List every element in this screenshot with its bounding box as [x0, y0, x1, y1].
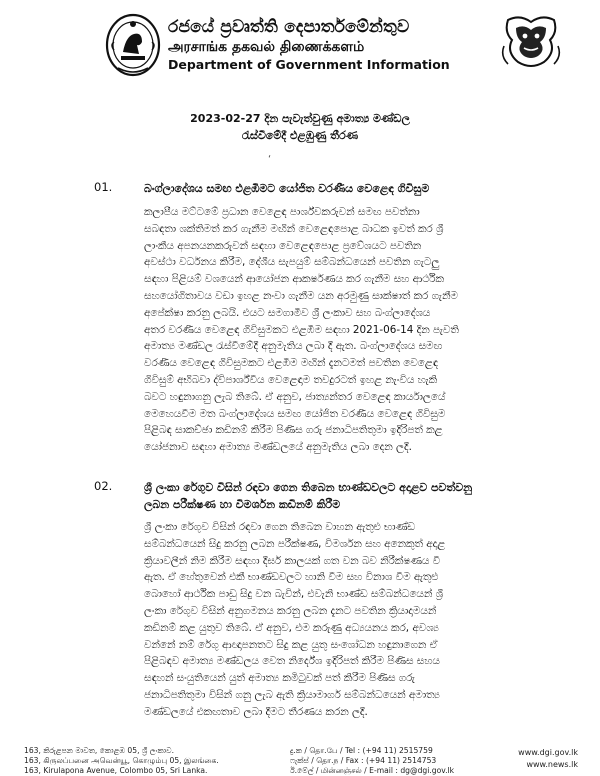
- item-title: [144, 479, 524, 513]
- body-line: බොහෝ ආර්ථික පාඩු සිදු වන බැවින්, එවැනි භාණ්ඩ සම්බන්ධයෙන් ශ්‍රී: [144, 588, 444, 601]
- document-title-line2: රැස්වීමේදී එළඹුණු තීරණ: [241, 129, 359, 142]
- website-link[interactable]: www.news.lk: [526, 760, 578, 769]
- item-body: [144, 519, 524, 721]
- stray-mark: ‘: [268, 154, 272, 165]
- contact-line: දු.ක / தொ.பே / Tel : (+94 11) 2515759: [290, 746, 433, 755]
- website-link[interactable]: www.dgi.gov.lk: [518, 748, 578, 757]
- footer-address: [24, 746, 219, 776]
- body-line: ඇත. ඒ හේතුවෙන් එකී භාණ්ඩවලට හානි වීම සහ විනාශ වීම ඇතුළු: [144, 571, 439, 584]
- sri-lanka-emblem-icon: [104, 12, 162, 78]
- body-line: කඩිනම් කළ යුතුව තිබේ. ඒ අනුව, එම කරුණු අධ්‍යයනය කර, අවශ්‍ය: [144, 621, 439, 634]
- body-line: වරණීය වෙළෙඳ ගිවිසුමකට එළඹීම මඟින් දැනටමත් පවතින වෙළෙඳ: [144, 357, 439, 370]
- item-title-line: ලබන පරීක්ෂණ හා විමර්ශන කඩිනම් කිරීම: [144, 498, 341, 511]
- body-line: සඳහා පිළියම් වශයෙන් ආයෝජන ආකර්ෂණය කර ගැනීම සහ ආර්ථික: [144, 273, 444, 286]
- body-line: කලාපීය මට්ටමේ ප්‍රධාන වෙළෙඳ පාර්ශ්වකරුවන් සමඟ පවත්නා: [144, 206, 420, 218]
- address-line: 163, கிருலப்பனை அவென்யூ, கொழும்பு 05, இலங்கை.: [24, 756, 219, 765]
- org-name-sinhala: රජයේ ප්‍රවෘත්ති දෙපාර්තමේන්තුව: [168, 17, 410, 37]
- body-line: ගිවිසුම් අභිබවා ද්විපාර්ශ්වීය වෙළෙඳාම තවදුරටත් ඉහළ නැංවිය හැකි: [144, 373, 438, 386]
- body-line: පිළිබඳ සාකච්ඡා කඩිනම් කිරීම පිණිස ගරු ජනාධිපතිතුමා ඉදිරිපත් කළ: [144, 424, 443, 437]
- body-line: අමාත්‍ය මණ්ඩල රැස්වීමේදී අනුමැතිය ලබා දී ඇත. බංග්ලාදේශය සමඟ: [144, 340, 443, 353]
- body-line: සබඳතා ශක්තිමත් කර ගැනීම මඟින් වෙළෙඳපොළ බාධක ඉවත් කර ශ්‍රී: [144, 222, 444, 235]
- body-line: සඳහන් සංයුතියෙන් යුත් අමාත්‍ය කමිටුවක් පත් කිරීම පිණිස ගරු: [144, 672, 415, 685]
- body-line: සම්බන්ධයෙන් සිදු කරනු ලබන පරීක්ෂණ, විමර්ශන සහ අනෙකුත් අදාළ: [144, 537, 446, 550]
- body-line: ලාංකීය අපනයනකරුවන් සඳහා වෙළෙඳපොළ ප්‍රවේශයට පවතින: [144, 239, 422, 252]
- body-line: ලංකා රේගුව විසින් අනුගමනය කරනු ලබන දැනට පවතින ක්‍රියාදාමයන්: [144, 604, 437, 617]
- item-number: 02.: [94, 479, 113, 493]
- body-line: වන්නේ නම් රේගු ආඥාපනතට සිදු කළ යුතු සංශෝධන හඳුනාගෙන ඒ: [144, 638, 438, 651]
- body-line: බවට හඳුනාගනු ලැබ තිබේ. ඒ අනුව, ජාත්‍යන්තර වෙළෙඳ කාර්යාලයේ: [144, 390, 446, 403]
- address-line: 163, කිරුළපන මාවත, කොළඹ 05, ශ්‍රී ලංකාව.: [24, 746, 175, 755]
- body-line: අපේක්ෂා කරනු ලබයි. එයට සමගාමීව ශ්‍රී ලංකාව සහ බංග්ලාදේශය: [144, 306, 431, 319]
- body-line: පිළිබඳව අමාත්‍ය මණ්ඩලය වෙත නිර්දේශ ඉදිරිපත් කිරීම පිණිස සහය: [144, 655, 440, 668]
- org-name-english: Department of Government Information: [168, 57, 450, 72]
- department-crest-icon: [500, 12, 562, 72]
- body-line: අවස්ථා වර්ධනය කිරීම, දේශීය සැපයුම් සම්බන්ධයෙන් පවතින ගැටලු: [144, 256, 440, 269]
- body-line: ශ්‍රී ලංකා රේගුව විසින් රඳවා ගෙන තිබෙන වාහන ඇතුළු භාණ්ඩ: [144, 521, 415, 533]
- item-title: [144, 180, 524, 197]
- body-line: අතර වරණීය වෙළෙඳ ගිවිසුමකට එළඹීම සඳහා 2021-06-14 දින පැවති: [144, 323, 459, 336]
- item-number: 01.: [94, 180, 113, 194]
- item-title-line: ශ්‍රී ලංකා රේගුව විසින් රඳවා ගෙන තිබෙන භාණ්ඩවලට අදාළව පවත්වනු: [144, 481, 473, 494]
- item-body: [144, 204, 524, 456]
- org-name-tamil: அரசாங்க தகவல் திணைக்களம்: [168, 39, 365, 55]
- body-line: මණ්ඩලයේ එකඟතාව ලබා දීමට තීරණය කරන ලදී.: [144, 705, 368, 718]
- body-line: යෝජනාව සඳහා අමාත්‍ය මණ්ඩලයේ අනුමැතිය ලබා දෙන ලදී.: [144, 441, 412, 454]
- body-line: ජනාධිපතිතුමා විසින් ගනු ලැබ ඇති ක්‍රියාමාර්ග සම්බන්ධයෙන් අමාත්‍ය: [144, 688, 440, 701]
- address-line: 163, Kirulapona Avenue, Colombo 05, Sri Lanka.: [24, 766, 208, 775]
- footer-contacts: [290, 746, 454, 776]
- body-line: සහයෝගිතාවය වඩා ඉහළ නංවා ගැනීම යන අරමුණු සාක්ෂාත් කර ගැනීම: [144, 289, 458, 302]
- document-title-line1: 2023-02-27 දින පැවැත්වුණු අමාත්‍ය මණ්ඩල: [190, 112, 410, 125]
- body-line: ක්‍රියාවලීන් නිම කිරීම සඳහා දීර්ඝ කාලයක් ගත වන බව නිරීක්ෂණය වී: [144, 554, 441, 567]
- contact-line: ඊ.මේල් / மின்னஞ்சல் / E-mail : dg@dgi.gov.lk: [290, 766, 455, 775]
- contact-line: ෆැක්ස් / தொ.ந / Fax : (+94 11) 2514753: [290, 756, 437, 765]
- body-line: මෙහෙයවීම මත බංග්ලාදේශය සමඟ යෝජිත වරණීය වෙළෙඳ ගිවිසුම: [144, 407, 446, 420]
- item-title-line: බංග්ලාදේශය සමඟ එළඹීමට යෝජිත වරණීය වෙළෙඳ ගිවිසුම: [144, 182, 430, 195]
